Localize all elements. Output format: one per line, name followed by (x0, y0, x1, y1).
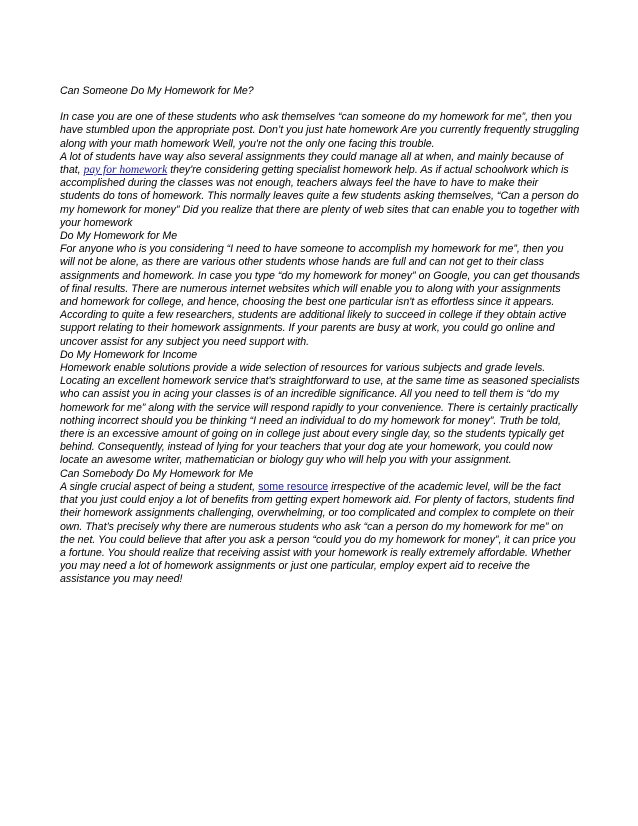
pay-for-homework-link[interactable]: pay for homework (83, 164, 168, 177)
intro-p2-text-after: they're considering getting specialist homework help. As if actual schoolwork which is accomplished during the classes was not enough, teachers always feel the have to have to make their students do tons of homework. This normally leaves quite a few students asking themselves, “Can a person do my homework for money” Did you realize that there are plenty of web sites that can enable you to together with your homework (60, 164, 580, 229)
section-2-heading: Do My Homework for Income (60, 348, 198, 361)
some-resource-link[interactable]: some resource (258, 480, 329, 493)
section-3-heading: Can Somebody Do My Homework for Me (60, 467, 254, 480)
section-1-heading: Do My Homework for Me (60, 230, 178, 243)
intro-paragraph-2 (60, 151, 580, 230)
section-3-body (60, 481, 580, 587)
intro-paragraph-1: In case you are one of these students who ask themselves “can someone do my homework for me”, then you have stumbled upon the appropriate post. Don’t you just hate homework Are you currently frequently struggling along with your math homework Well, you're not the only one facing this trouble. (60, 111, 579, 150)
section-3-text-after: irrespective of the academic level, will be the fact that you just could enjoy a lot of benefits from getting expert homework aid. For plenty of factors, students find their homework assignments challenging, overwhelming, or too complicated and complex to complete on their own. That’s precisely why there are numerous students who ask “can a person do my homework for me” on the net. You could believe that after you ask a person “could you do my homework for money”, it can price you a fortune. You should realize that receiving assist with your homework is really extremely affordable. Whether you may need a lot of homework assignments or just one particular, employ expert aid to receive the assistance you may need! (60, 480, 576, 586)
document-page (60, 85, 580, 587)
section-1-body: For anyone who is you considering “I need to have someone to accomplish my homework for me”, then you will not be alone, as there are various other students whose hands are full and can not get to their class assignments and homework. In case you type “do my homework for money” on Google, you can get thousands of final results. There are numerous internet websites which will enable you to along with your assignments and homework for college, and hence, choosing the best one particular isn't as effortless since it appears. According to quite a few researchers, students are additional likely to succeed in college if they obtain active support relating to their homework assignments. If your parents are busy at work, you could go online and uncover assist for any subject you need support with. (60, 243, 580, 348)
intro-p2-text-before: A lot of students have way also several assignments they could manage all at when, and mainly because of that, (60, 150, 564, 177)
section-3-text-before: A single crucial aspect of being a student, (60, 480, 259, 493)
document-title: Can Someone Do My Homework for Me? (60, 85, 254, 97)
section-2-body: Homework enable solutions provide a wide selection of resources for various subjects and grade levels. Locating an excellent homework service that's straightforward to use, at the same time as seasoned specialists who can assist you in acing your classes is of an incredible significance. All you need to tell them is “do my homework for me” along with the service will respond rapidly to your convenience. There is certainly practically nothing incorrect should you be thinking “I need an individual to do my homework for money”. Truth be told, there is an excessive amount of going on in college just about every single day, so the students typically get behind. Consequently, instead of lying for your teachers that your dog ate your homework, you could now locate an awesome writer, mathematician or biology guy who will help you with your assignment. (60, 362, 580, 467)
